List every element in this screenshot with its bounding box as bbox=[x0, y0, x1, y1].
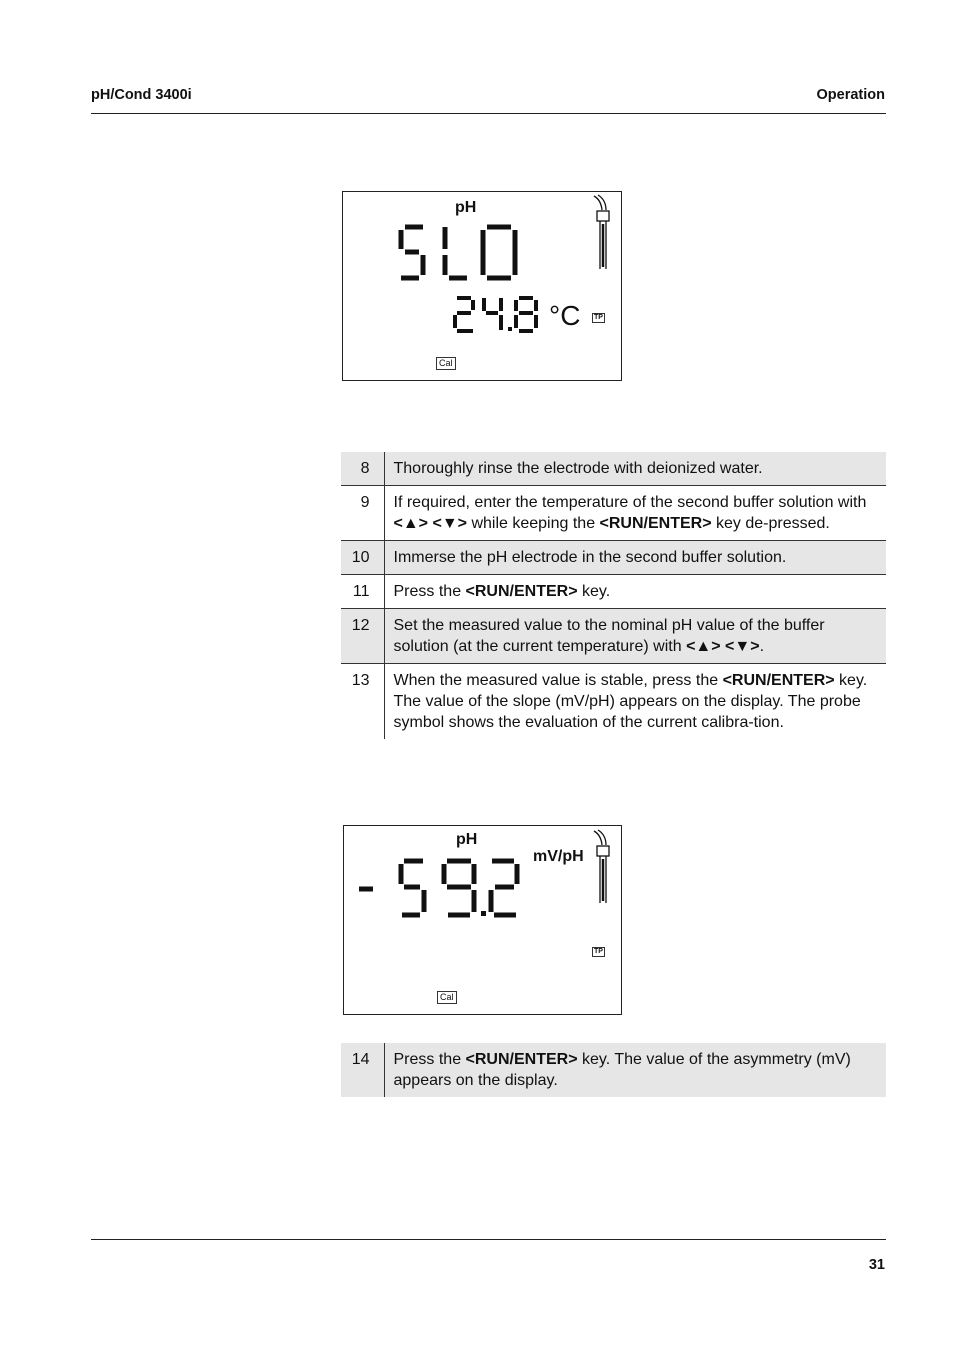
key-reference: <▲> <▼> bbox=[686, 638, 760, 655]
page-number: 31 bbox=[868, 1257, 885, 1273]
step-row bbox=[341, 664, 886, 740]
step-text-fragment: key. The value of the asymmetry (mV) appears on the display. bbox=[393, 1051, 851, 1089]
lcd-segment-graphics bbox=[343, 192, 623, 382]
key-reference: <RUN/ENTER> bbox=[465, 1051, 578, 1068]
mode-label: pH bbox=[456, 831, 478, 848]
step-text-fragment: Set the measured value to the nominal pH value of the buffer solution (at the current temperature) with bbox=[393, 617, 825, 655]
unit-label: mV/pH bbox=[533, 848, 584, 865]
step-text-fragment: Thoroughly rinse the electrode with deionized water. bbox=[393, 460, 763, 477]
header-rule bbox=[91, 113, 886, 114]
segment-main-digits bbox=[359, 861, 517, 916]
lcd-display-slope-value bbox=[343, 825, 622, 1015]
key-reference: <RUN/ENTER> bbox=[722, 672, 835, 689]
cal-badge: Cal bbox=[436, 357, 456, 370]
key-reference: <RUN/ENTER> bbox=[599, 515, 712, 532]
step-row bbox=[341, 609, 886, 664]
tp-badge: TP bbox=[594, 314, 603, 321]
step-number: 9 bbox=[341, 486, 384, 541]
step-text-fragment: If required, enter the temperature of the second buffer solution with bbox=[393, 494, 867, 511]
segment-temperature-digits bbox=[455, 298, 536, 331]
key-reference: <RUN/ENTER> bbox=[465, 583, 578, 600]
temperature-unit: °C bbox=[549, 300, 581, 331]
step-row bbox=[341, 1043, 886, 1097]
step-number: 11 bbox=[341, 575, 384, 609]
steps-table-2 bbox=[341, 1043, 886, 1097]
step-text bbox=[384, 486, 886, 541]
step-number: 12 bbox=[341, 609, 384, 664]
step-text-fragment: while keeping the bbox=[467, 515, 600, 532]
step-text-fragment: key de-pressed. bbox=[711, 515, 830, 532]
step-text-fragment: key. The value of the slope (mV/pH) appears on the display. The probe symbol shows the evaluation of the current calibra-tion. bbox=[393, 672, 868, 731]
segment-main-digits bbox=[401, 227, 515, 278]
step-text-fragment: Press the bbox=[393, 583, 466, 600]
step-text bbox=[384, 575, 886, 609]
step-number: 14 bbox=[341, 1043, 384, 1097]
header-product: pH/Cond 3400i bbox=[91, 87, 192, 103]
mode-label: pH bbox=[455, 199, 477, 216]
step-number: 13 bbox=[341, 664, 384, 740]
step-text-fragment: When the measured value is stable, press the bbox=[393, 672, 723, 689]
cal-badge: Cal bbox=[437, 991, 457, 1004]
step-text bbox=[384, 664, 886, 740]
step-number: 8 bbox=[341, 452, 384, 486]
header-section: Operation bbox=[816, 87, 885, 103]
step-text-fragment: Press the bbox=[393, 1051, 466, 1068]
step-text bbox=[384, 541, 886, 575]
step-text bbox=[384, 452, 886, 486]
step-row bbox=[341, 541, 886, 575]
footer-rule bbox=[91, 1239, 886, 1240]
step-row bbox=[341, 575, 886, 609]
probe-icon bbox=[594, 195, 609, 269]
key-reference: <▲> <▼> bbox=[393, 515, 467, 532]
step-text bbox=[384, 1043, 886, 1097]
step-row bbox=[341, 452, 886, 486]
step-row bbox=[341, 486, 886, 541]
tp-badge: TP bbox=[594, 948, 603, 955]
probe-icon bbox=[594, 830, 609, 903]
lcd-display-slope-prompt bbox=[342, 191, 622, 381]
step-number: 10 bbox=[341, 541, 384, 575]
steps-table-1 bbox=[341, 452, 886, 739]
step-text-fragment: Immerse the pH electrode in the second buffer solution. bbox=[393, 549, 787, 566]
step-text-fragment: key. bbox=[577, 583, 611, 600]
step-text-fragment: . bbox=[759, 638, 765, 655]
step-text bbox=[384, 609, 886, 664]
